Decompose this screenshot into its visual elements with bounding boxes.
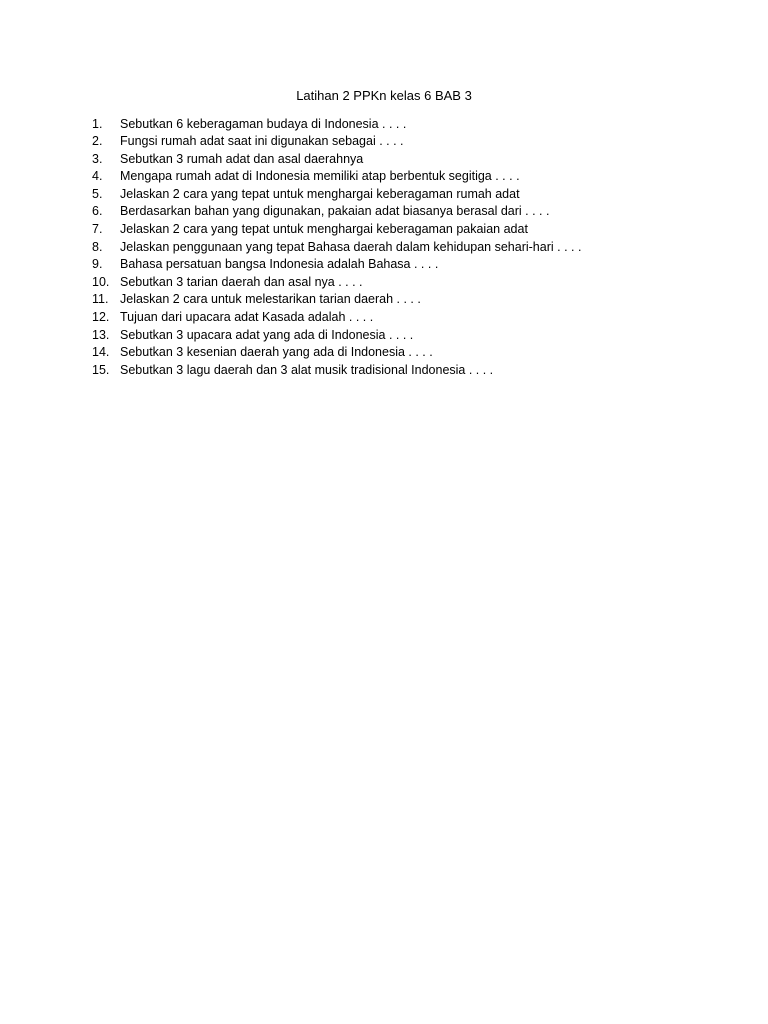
list-item: [92, 362, 732, 380]
list-item: [92, 309, 732, 327]
list-item: [92, 239, 732, 257]
question-number: 8.: [92, 239, 103, 254]
question-number: 6.: [92, 204, 103, 219]
question-number: 15.: [92, 362, 110, 377]
list-item: [92, 256, 732, 274]
list-item: [92, 151, 732, 169]
question-number: 13.: [92, 327, 110, 342]
question-number: 5.: [92, 186, 103, 201]
question-number: 14.: [92, 345, 110, 360]
question-text: Sebutkan 3 kesenian daerah yang ada di Indonesia . . . .: [120, 345, 433, 360]
question-number: 10.: [92, 274, 110, 289]
question-number: 3.: [92, 151, 103, 166]
question-text: Fungsi rumah adat saat ini digunakan sebagai . . . .: [120, 134, 404, 149]
question-number: 1.: [92, 116, 103, 131]
question-number: 12.: [92, 310, 110, 325]
question-text: Bahasa persatuan bangsa Indonesia adalah Bahasa . . . .: [120, 257, 439, 272]
question-text: Jelaskan 2 cara untuk melestarikan tarian daerah . . . .: [120, 292, 421, 307]
list-item: [92, 221, 732, 239]
question-text: Jelaskan 2 cara yang tepat untuk menghargai keberagaman pakaian adat: [120, 222, 528, 237]
question-text: Berdasarkan bahan yang digunakan, pakaian adat biasanya berasal dari . . . .: [120, 204, 550, 219]
question-list: [92, 116, 732, 380]
list-item: [92, 168, 732, 186]
question-number: 2.: [92, 134, 103, 149]
question-number: 9.: [92, 257, 103, 272]
question-text: Jelaskan penggunaan yang tepat Bahasa daerah dalam kehidupan sehari-hari . . . .: [120, 239, 582, 254]
question-text: Mengapa rumah adat di Indonesia memiliki atap berbentuk segitiga . . . .: [120, 169, 520, 184]
list-item: [92, 274, 732, 292]
question-text: Sebutkan 3 upacara adat yang ada di Indonesia . . . .: [120, 327, 414, 342]
question-number: 4.: [92, 169, 103, 184]
list-item: [92, 344, 732, 362]
page-title: Latihan 2 PPKn kelas 6 BAB 3: [296, 88, 472, 103]
question-text: Sebutkan 3 rumah adat dan asal daerahnya: [120, 151, 364, 166]
question-text: Sebutkan 6 keberagaman budaya di Indonesia . . . .: [120, 116, 407, 131]
question-number: 7.: [92, 222, 103, 237]
question-text: Jelaskan 2 cara yang tepat untuk menghargai keberagaman rumah adat: [120, 186, 520, 201]
question-text: Sebutkan 3 lagu daerah dan 3 alat musik tradisional Indonesia . . . .: [120, 362, 494, 377]
question-text: Sebutkan 3 tarian daerah dan asal nya . . . .: [120, 274, 363, 289]
question-text: Tujuan dari upacara adat Kasada adalah . . . .: [120, 310, 374, 325]
list-item: [92, 133, 732, 151]
list-item: [92, 327, 732, 345]
list-item: [92, 203, 732, 221]
list-item: [92, 291, 732, 309]
list-item: [92, 186, 732, 204]
question-number: 11.: [92, 292, 109, 307]
list-item: [92, 116, 732, 134]
